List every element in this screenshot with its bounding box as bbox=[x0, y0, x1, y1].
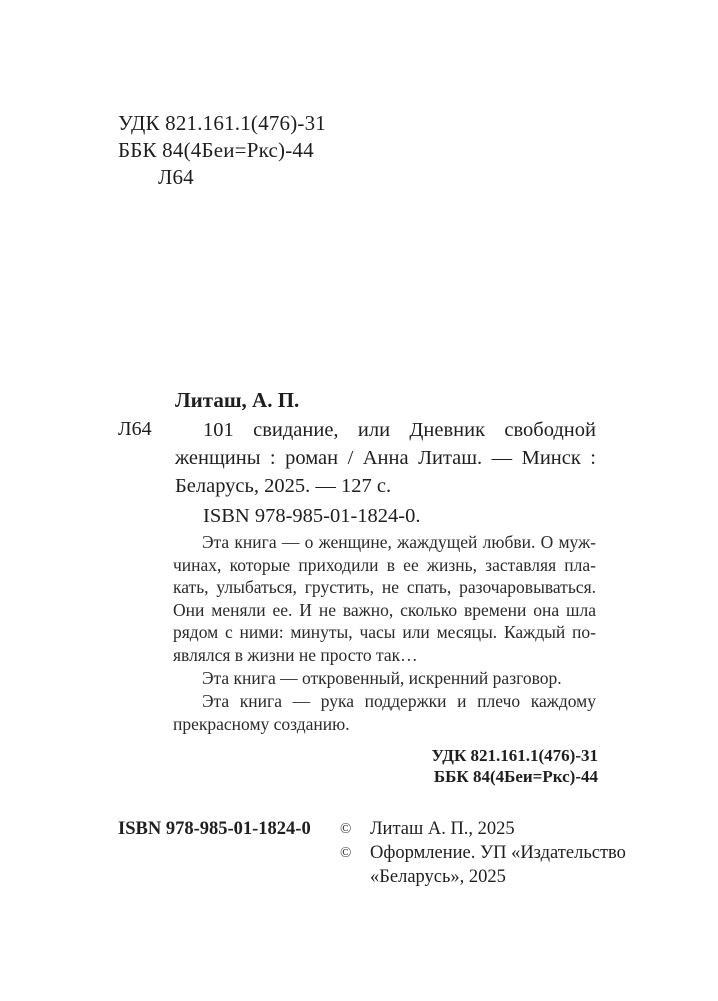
annotation-line: прекрасному созданию. bbox=[173, 713, 350, 734]
bbk-code-bold: ББК 84(4Беи=Ркс)-44 bbox=[433, 767, 598, 786]
author-heading: Литаш, А. П. bbox=[175, 388, 300, 412]
annotation-line: Эта книга — рука поддержки и плечо каждому bbox=[202, 691, 596, 711]
isbn-imprint: ISBN 978-985-01-1824-0 bbox=[118, 819, 311, 839]
isbn-entry: ISBN 978-985-01-1824-0. bbox=[203, 505, 421, 527]
copyright-notices bbox=[340, 817, 626, 889]
description-line: 101 свидание, или Дневник свободной bbox=[203, 419, 596, 441]
annotation-line: Они меняли ее. И не важно, сколько времени она шла bbox=[173, 599, 596, 620]
copyright-line: Литаш А. П., 2025 bbox=[370, 819, 515, 839]
copyright-line: «Беларусь», 2025 bbox=[370, 867, 506, 887]
annotation-line: являлся в жизни не просто так… bbox=[173, 644, 418, 665]
udk-code: УДК 821.161.1(476)-31 bbox=[118, 111, 327, 135]
footer-classification bbox=[431, 745, 598, 787]
annotation-line: Эта книга — откровенный, искренний разговор. bbox=[202, 668, 562, 688]
copyright-author bbox=[340, 817, 626, 841]
annotation-line: кать, улыбаться, грустить, не спать, разочаровываться. bbox=[173, 577, 596, 598]
annotation-paragraph-1 bbox=[173, 531, 596, 667]
bibliographic-description bbox=[175, 416, 596, 500]
author-mark: Л64 bbox=[158, 165, 194, 189]
bbk-code: ББК 84(4Беи=Ркс)-44 bbox=[118, 138, 314, 162]
annotation-line: рядом с ними: минуты, часы или месяцы. Каждый по- bbox=[173, 622, 596, 643]
annotation-line: чинах, которые приходили в ее жизнь, заставляя пла- bbox=[173, 554, 596, 575]
header-classification bbox=[118, 110, 326, 191]
copyright-icon: © bbox=[340, 845, 352, 861]
author-mark-side: Л64 bbox=[118, 418, 152, 440]
annotation-paragraph-2 bbox=[173, 667, 596, 690]
copyright-line: Оформление. УП «Издательство bbox=[370, 843, 626, 863]
copyright-icon: © bbox=[340, 821, 352, 837]
annotation-line: Эта книга — о женщине, жаждущей любви. О муж- bbox=[202, 532, 596, 552]
description-line: Беларусь, 2025. — 127 с. bbox=[175, 475, 392, 497]
copyright-design bbox=[340, 841, 626, 889]
udk-code-bold: УДК 821.161.1(476)-31 bbox=[431, 746, 598, 765]
annotation-paragraph-3 bbox=[173, 690, 596, 735]
description-line: женщины : роман / Анна Литаш. — Минск : bbox=[175, 447, 596, 469]
